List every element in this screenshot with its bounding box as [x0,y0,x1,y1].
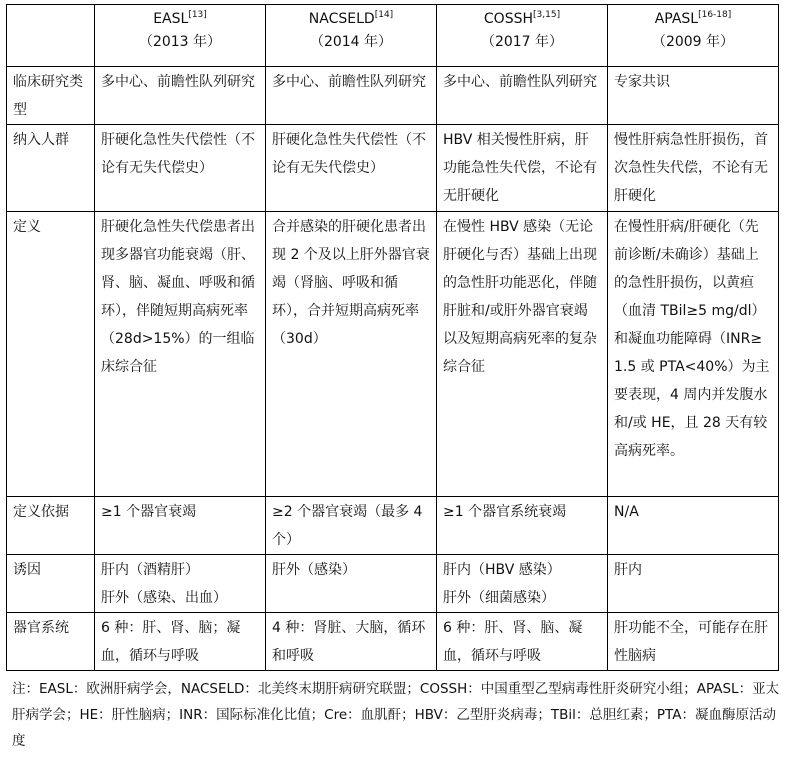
table-cell: 肝内（HBV 感染） 肝外（细菌感染） [437,555,608,613]
header-nacseld [266,5,437,67]
header-name: NACSELD [308,11,375,27]
row-label: 定义依据 [7,497,95,555]
table-footnote: 注：EASL：欧洲肝病学会，NACSELD：北美终末期肝病研究联盟；COSSH：中国重型乙型病毒性肝炎研究小组；APASL：亚太肝病学会；HE：肝性脑病；INR：国际标准化比值；Cre：血肌酐；HBV：乙型肝炎病毒；TBil：总胆红素；PTA：凝血酶原活动度 [12,681,780,749]
header-ref: [3,15] [533,10,561,20]
table-cell: 6 种：肝、肾、脑；凝血，循环与呼吸 [95,613,266,671]
header-ref: [13] [188,10,207,20]
row-label: 临床研究类型 [7,67,95,125]
table-cell: N/A [608,497,779,555]
table-cell: ≥2 个器官衰竭（最多 4 个） [266,497,437,555]
header-ref: [14] [374,10,394,20]
row-definition [7,212,779,497]
row-label: 纳入人群 [7,125,95,212]
table-cell: 肝外（感染） [266,555,437,613]
table-cell: ≥1 个器官系统衰竭 [437,497,608,555]
header-ref: [16-18] [698,10,732,20]
header-easl [95,5,266,67]
table-cell: 肝硬化急性失代偿性（不论有无失代偿史） [95,125,266,212]
header-name: APASL [654,11,699,27]
row-organ-systems [7,613,779,671]
comparison-table [6,4,779,671]
header-name: COSSH [483,11,534,27]
table-cell: 多中心、前瞻性队列研究 [95,67,266,125]
header-year: （2009 年） [651,34,735,50]
row-label: 定义 [7,212,95,497]
row-label: 诱因 [7,555,95,613]
header-year: （2013 年） [138,34,222,50]
table-cell: 肝内（酒精肝） 肝外（感染、出血） [95,555,266,613]
row-trigger [7,555,779,613]
table-cell: 肝硬化急性失代偿性（不论有无失代偿史） [266,125,437,212]
table-cell: ≥1 个器官衰竭 [95,497,266,555]
corner-cell [7,5,95,67]
header-year: （2017 年） [480,34,564,50]
header-row [7,5,779,67]
table-cell: 肝硬化急性失代偿患者出现多器官功能衰竭（肝、肾、脑、凝血、呼吸和循环），伴随短期高病死率（28d>15%）的一组临床综合征 [95,212,266,497]
table-cell: 多中心、前瞻性队列研究 [266,67,437,125]
table-cell: 合并感染的肝硬化患者出现 2 个及以上肝外器官衰竭（肾脑、呼吸和循环），合并短期高病死率（30d） [266,212,437,497]
table-cell: 肝功能不全，可能存在肝性脑病 [608,613,779,671]
row-study-type [7,67,779,125]
header-year: （2014 年） [309,34,393,50]
table-cell: 在慢性肝病/肝硬化（先前诊断/未确诊）基础上的急性肝损伤，以黄疸（血清 TBil≥5 mg/dl）和凝血功能障碍（INR≥1.5 或 PTA<40%）为主要表现，4 周内并发腹水和/或 HE，且 28 天有较高病死率。 [608,212,779,497]
table-cell: 多中心、前瞻性队列研究 [437,67,608,125]
header-cossh [437,5,608,67]
row-label: 器官系统 [7,613,95,671]
table-cell: 4 种：肾脏、大脑，循环和呼吸 [266,613,437,671]
row-criteria [7,497,779,555]
table-cell: 肝内 [608,555,779,613]
table-cell: 专家共识 [608,67,779,125]
table-cell: HBV 相关慢性肝病，肝功能急性失代偿，不论有无肝硬化 [437,125,608,212]
table-cell: 慢性肝病急性肝损伤，首次急性失代偿，不论有无肝硬化 [608,125,779,212]
header-apasl [608,5,779,67]
header-name: EASL [153,11,189,27]
table-cell: 在慢性 HBV 感染（无论肝硬化与否）基础上出现的急性肝功能恶化，伴随肝脏和/或肝外器官衰竭以及短期高病死率的复杂综合征 [437,212,608,497]
table-cell: 6 种：肝、肾、脑、凝血，循环与呼吸 [437,613,608,671]
row-population [7,125,779,212]
